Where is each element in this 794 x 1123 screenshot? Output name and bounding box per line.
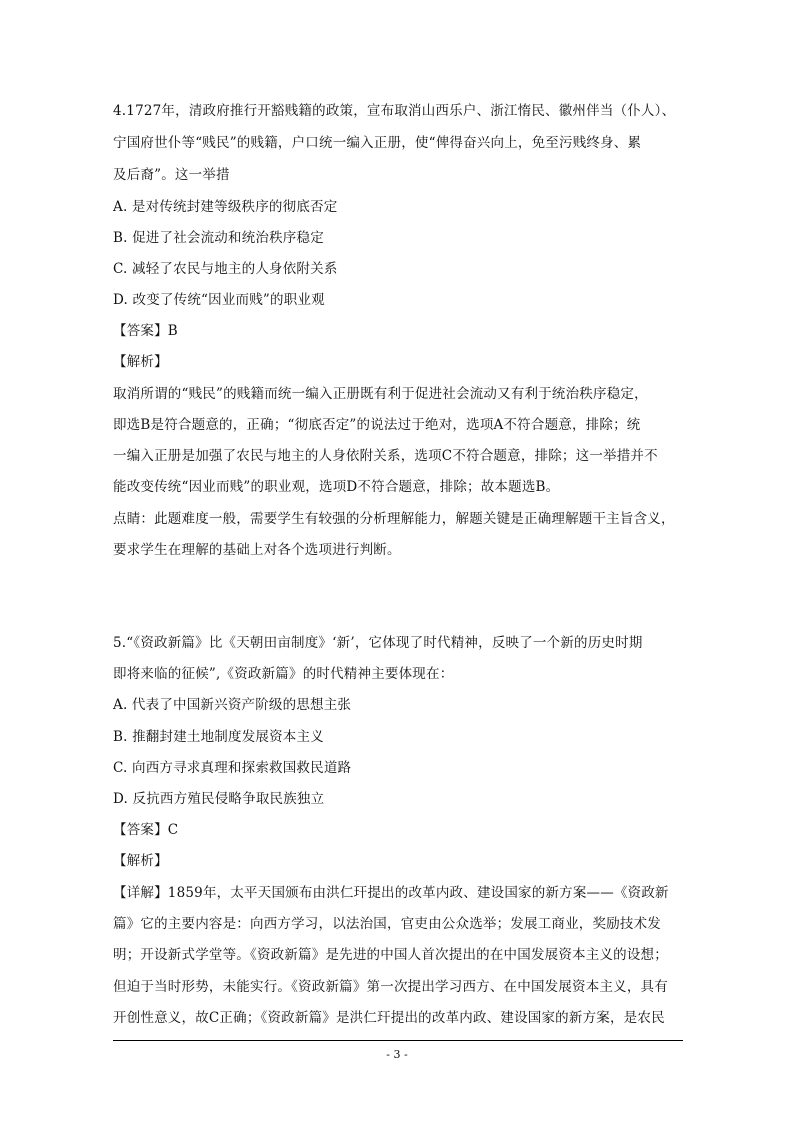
footer-divider	[113, 1040, 683, 1041]
q4-stem-line-1: 4.1727年，清政府推行开豁贱籍的政策，宣布取消山西乐户、浙江惰民、徽州伴当（仆人）、	[113, 103, 676, 119]
q5-stem-line-2: 即将来临的征候”,《资政新篇》的时代精神主要体现在：	[113, 666, 454, 682]
q5-analysis-line-2: 篇》它的主要内容是：向西方学习，以法治国，官吏由公众选举；发展工商业，奖励技术发	[113, 916, 661, 932]
q4-analysis-line-4: 能改变传统“因业而贱”的职业观，选项D不符合题意，排除；故本题选B。	[113, 479, 560, 495]
q4-analysis-line-2: 即选B是符合题意的，正确；“彻底否定”的说法过于绝对，选项A不符合题意，排除；统	[113, 417, 641, 433]
q5-analysis-line-1: 【详解】1859年，太平天国颁布由洪仁玕提出的改革内政、建设国家的新方案——《资政新	[113, 885, 669, 901]
q5-analysis-line-5: 开创性意义，故C正确；《资政新篇》是洪仁玕提出的改革内政、建设国家的新方案，是农民	[113, 1010, 665, 1026]
q5-option-b: B. 推翻封建土地制度发展资本主义	[113, 729, 324, 745]
q5-option-d: D. 反抗西方殖民侵略争取民族独立	[113, 791, 325, 807]
q4-option-b: B. 促进了社会流动和统治秩序稳定	[113, 230, 324, 246]
q5-answer: 【答案】C	[113, 822, 179, 838]
q5-option-a: A. 代表了中国新兴资产阶级的思想主张	[113, 697, 352, 713]
q5-analysis-line-3: 明；开设新式学堂等。《资政新篇》是先进的中国人首次提出的在中国发展资本主义的设想；	[113, 947, 668, 963]
q4-stem-line-2: 宁国府世仆等“贱民”的贱籍，户口统一编入正册，使“俾得奋兴向上，免至污贱终身、累	[113, 135, 642, 151]
q4-analysis-line-3: 一编入正册是加强了农民与地主的人身依附关系，选项C不符合题意，排除；这一举措并不	[113, 448, 658, 464]
q4-analysis-line-1: 取消所谓的“贱民”的贱籍而统一编入正册既有利于促进社会流动又有利于统治秩序稳定，	[113, 386, 648, 402]
q4-option-d: D. 改变了传统“因业而贱”的职业观	[113, 292, 325, 308]
q4-tip-line-2: 要求学生在理解的基础上对各个选项进行判断。	[113, 542, 401, 558]
q4-answer: 【答案】B	[113, 323, 178, 339]
q4-option-c: C. 减轻了农民与地主的人身依附关系	[113, 261, 338, 277]
q5-analysis-heading: 【解析】	[113, 853, 168, 869]
q4-option-a: A. 是对传统封建等级秩序的彻底否定	[113, 199, 338, 215]
q5-stem-line-1: 5.“《资政新篇》比《天朝田亩制度》‘新’，它体现了时代精神，反映了一个新的历史时期	[113, 635, 643, 651]
q5-analysis-line-4: 但迫于当时形势，未能实行。《资政新篇》第一次提出学习西方、在中国发展资本主义，具有	[113, 979, 668, 995]
q4-analysis-heading: 【解析】	[113, 354, 168, 370]
q5-option-c: C. 向西方寻求真理和探索救国救民道路	[113, 760, 352, 776]
page-number: - 3 -	[386, 1048, 408, 1061]
q4-tip-line-1: 点睛：此题难度一般，需要学生有较强的分析理解能力，解题关键是正确理解题干主旨含义，	[113, 511, 675, 527]
q4-stem-line-3: 及后裔”。这一举措	[113, 167, 230, 183]
